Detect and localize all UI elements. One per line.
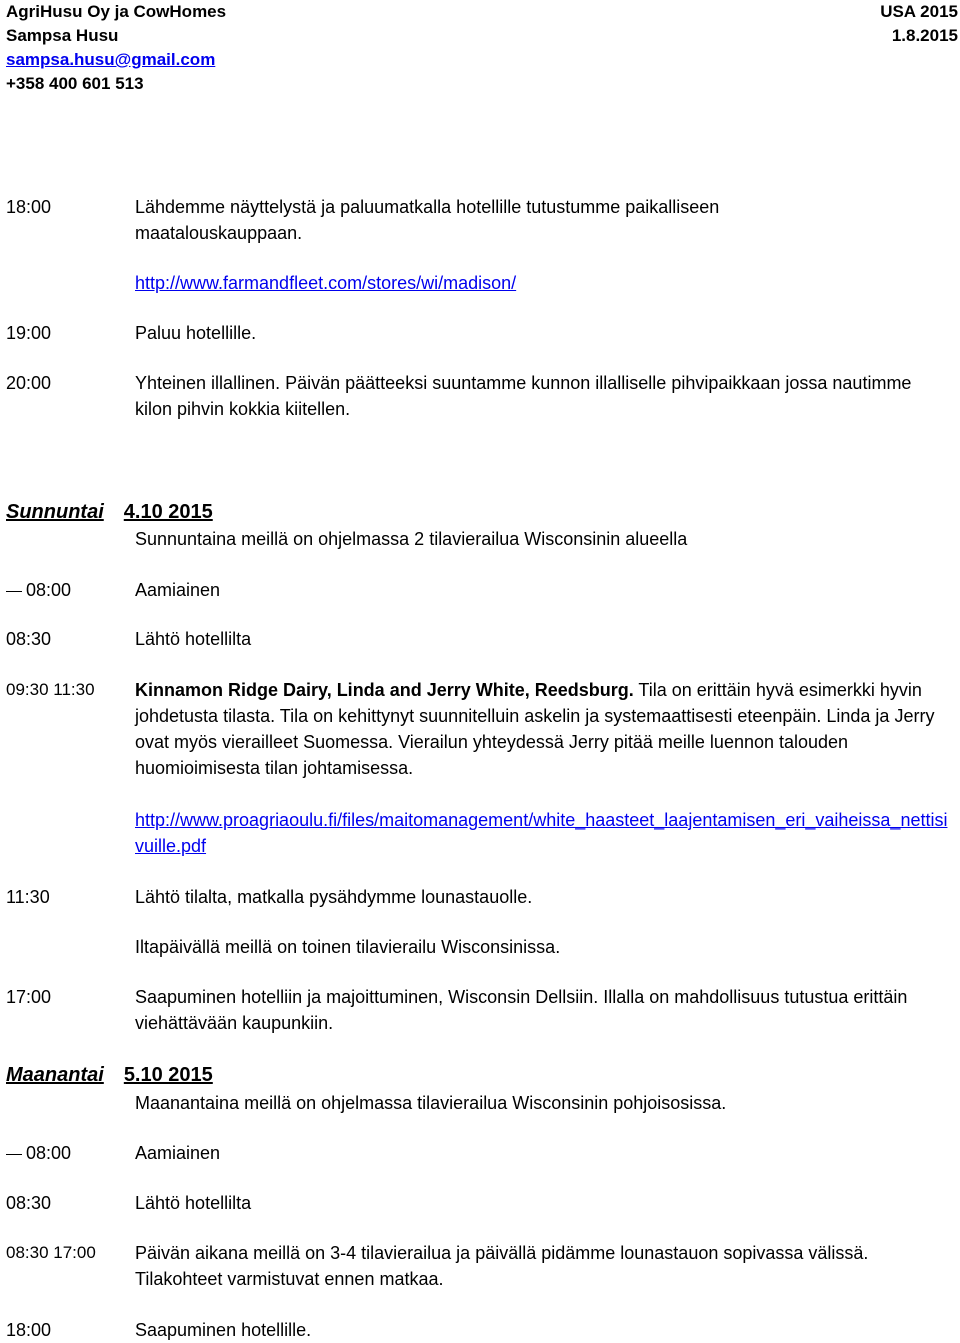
day-name: Sunnuntai (6, 501, 104, 523)
schedule-text: Saapuminen hotellille. (135, 1320, 312, 1340)
dash-mark (6, 591, 22, 592)
time-label: 18:00 (6, 197, 52, 217)
schedule-text: Iltapäivällä meillä on toinen tilavierailu Wisconsinissa. (135, 937, 561, 957)
schedule-text: Lähdemme näyttelystä ja paluumatkalla hotellille tutustumme paikalliseen maatalouskauppaan. (135, 197, 720, 243)
schedule-text: Lähtö hotellilta (135, 629, 252, 649)
farm-description: Tila on erittäin hyvä esimerkki hyvin johdetusta tilasta. Tila on kehittynyt suunnitelluin askelin ja systemaattisesti eteenpäin. Linda ja Jerry ovat myös vierailleet Suomessa. Vierailun yhteydessä Jerry pitää meille luennon talouden huomioimisesta tilan johtamisessa. (135, 680, 935, 778)
sunday-heading (6, 499, 213, 525)
schedule-text: Saapuminen hotelliin ja majoittuminen, Wisconsin Dellsiin. Illalla on mahdollisuus tutustua erittäin viehättävään kaupunkiin. (135, 987, 908, 1033)
time-label: 19:00 (6, 323, 52, 343)
document-date: 1.8.2015 (891, 26, 958, 45)
farm-name: Kinnamon Ridge Dairy, Linda and Jerry White, Reedsburg. (135, 680, 634, 700)
schedule-text: Lähtö hotellilta (135, 1193, 252, 1213)
day-intro: Sunnuntaina meillä on ohjelmassa 2 tilavierailua Wisconsinin alueella (135, 529, 688, 549)
time-label: 08:30 17:00 (6, 1243, 96, 1262)
phone-number: +358 400 601 513 (6, 74, 144, 93)
monday-heading (6, 1062, 213, 1088)
proagria-link[interactable]: http://www.proagriaoulu.fi/files/maitomanagement/white_haasteet_laajentamisen_eri_vaiheissa_nettisivuille.pdf (135, 810, 948, 856)
schedule-text: Aamiainen (135, 580, 221, 600)
header-row-2 (6, 24, 958, 48)
day-date: 4.10 2015 (123, 501, 213, 523)
author-name: Sampsa Husu (6, 26, 119, 45)
day-name: Maanantai (6, 1064, 104, 1086)
time-label: 17:00 (6, 987, 52, 1007)
email-link[interactable]: sampsa.husu@gmail.com (6, 50, 216, 69)
farmandfleet-link[interactable]: http://www.farmandfleet.com/stores/wi/madison/ (135, 273, 517, 293)
schedule-text (135, 677, 955, 781)
schedule-text: Lähtö tilalta, matkalla pysähdymme lounastauolle. (135, 887, 533, 907)
time-label: 09:30 11:30 (6, 680, 95, 699)
time-label: 08:30 (6, 1193, 52, 1213)
schedule-text: Yhteinen illallinen. Päivän päätteeksi suuntamme kunnon illalliselle pihvipaikkaan jossa nautimme kilon pihvin kokkia kiitellen. (135, 373, 912, 419)
schedule-text: Aamiainen (135, 1143, 221, 1163)
day-intro: Maanantaina meillä on ohjelmassa tilavierailua Wisconsinin pohjoisosissa. (135, 1093, 727, 1113)
time-label: 08:00 (6, 577, 71, 603)
schedule-text: Paluu hotellille. (135, 323, 257, 343)
schedule-text: Päivän aikana meillä on 3-4 tilavierailua ja päivällä pidämme lounastauon sopivassa välissä. Tilakohteet varmistuvat ennen matkaa. (135, 1243, 869, 1289)
trip-title: USA 2015 (880, 2, 958, 21)
time-label: 08:00 (6, 1140, 71, 1166)
time-label: 18:00 (6, 1320, 52, 1340)
time-label: 11:30 (6, 887, 50, 907)
day-date: 5.10 2015 (123, 1064, 213, 1086)
dash-mark (6, 1154, 22, 1155)
header-row-1 (6, 0, 958, 24)
document-header (6, 0, 958, 96)
company-name: AgriHusu Oy ja CowHomes (6, 2, 227, 21)
time-label: 20:00 (6, 373, 52, 393)
time-label: 08:30 (6, 629, 52, 649)
